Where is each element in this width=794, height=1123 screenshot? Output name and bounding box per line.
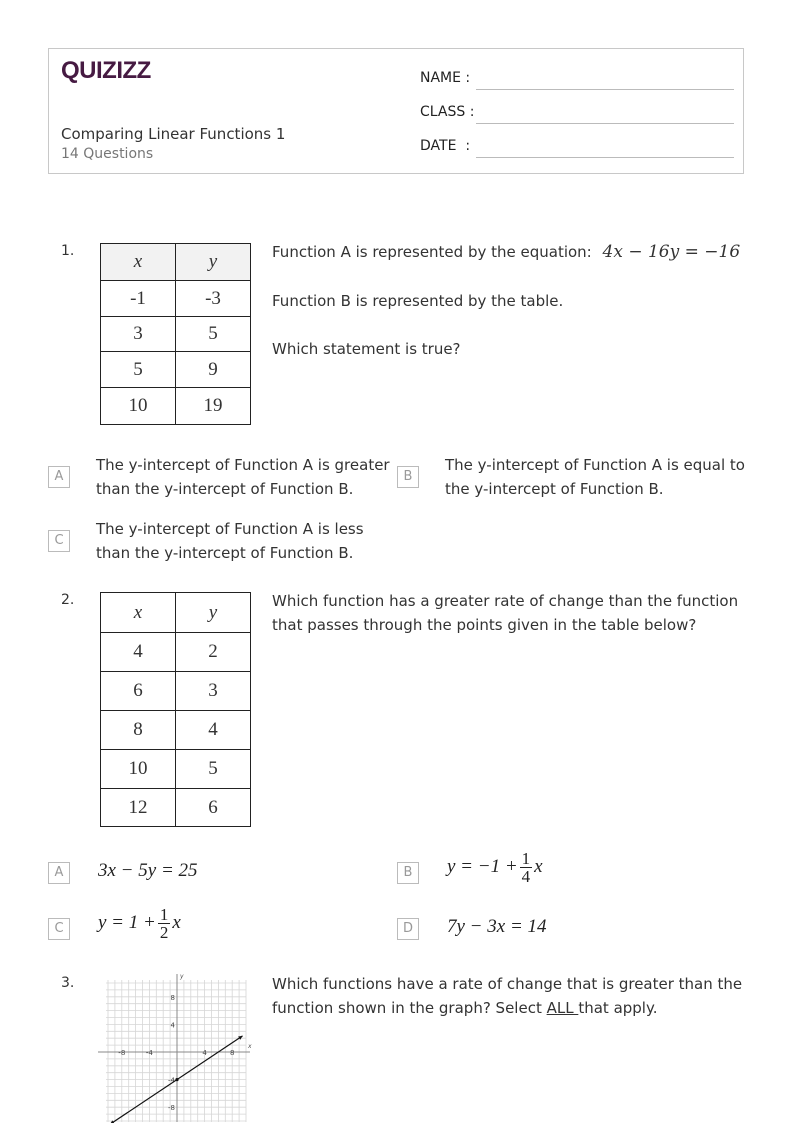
table-header: x bbox=[101, 244, 176, 281]
q1-line3: Which statement is true? bbox=[272, 340, 461, 358]
table-cell: 8 bbox=[101, 711, 176, 750]
table-cell: 4 bbox=[101, 633, 176, 672]
table-cell: 10 bbox=[101, 388, 176, 425]
date-label: DATE : bbox=[420, 138, 471, 154]
option-b-box[interactable]: B bbox=[397, 862, 419, 884]
intercept-point bbox=[175, 1078, 178, 1081]
numerator: 1 bbox=[521, 849, 531, 868]
worksheet-title: Comparing Linear Functions 1 bbox=[61, 125, 286, 143]
name-label: NAME : bbox=[420, 70, 471, 86]
question-number: 3. bbox=[61, 975, 75, 991]
question-count: 14 Questions bbox=[61, 146, 154, 162]
q1-table bbox=[100, 243, 251, 425]
name-field[interactable] bbox=[420, 70, 734, 86]
quizizz-logo: QUIZIZZ bbox=[61, 57, 151, 84]
q3-text bbox=[272, 972, 744, 1020]
table-cell: 3 bbox=[176, 672, 251, 711]
q2-option-c[interactable] bbox=[98, 906, 181, 941]
q3-graph bbox=[96, 972, 254, 1123]
y-tick-label: 4 bbox=[170, 1021, 175, 1030]
name-line bbox=[476, 89, 734, 90]
equation-prefix: y = 1 + bbox=[98, 911, 156, 933]
fraction bbox=[520, 850, 533, 885]
denominator: 2 bbox=[159, 923, 169, 942]
fraction bbox=[158, 906, 171, 941]
table-cell: 9 bbox=[176, 352, 251, 388]
q2-table bbox=[100, 592, 251, 827]
q3-text-all: ALL bbox=[546, 999, 579, 1017]
q1-line1 bbox=[272, 240, 742, 264]
x-axis-label: x bbox=[248, 1043, 252, 1050]
q2-option-b[interactable] bbox=[447, 850, 543, 885]
date-field[interactable] bbox=[420, 138, 734, 154]
q2-text: Which function has a greater rate of change than the function that passes through the points given in the table below? bbox=[272, 592, 739, 634]
equation-suffix: x bbox=[534, 855, 543, 877]
table-cell: 5 bbox=[176, 317, 251, 352]
x-tick-label: -8 bbox=[118, 1049, 126, 1057]
q1-option-a[interactable]: The y-intercept of Function A is greater than the y-intercept of Function B. bbox=[96, 456, 390, 498]
table-cell: 12 bbox=[101, 789, 176, 827]
option-a-box[interactable]: A bbox=[48, 466, 70, 488]
table-cell: 2 bbox=[176, 633, 251, 672]
equation-prefix: y = −1 + bbox=[447, 855, 518, 877]
table-cell: 4 bbox=[176, 711, 251, 750]
table-cell: 5 bbox=[176, 750, 251, 789]
q1-option-c[interactable]: The y-intercept of Function A is less than the y-intercept of Function B. bbox=[96, 520, 364, 562]
q1-option-b[interactable]: The y-intercept of Function A is equal to the y-intercept of Function B. bbox=[445, 456, 745, 498]
option-c-box[interactable]: C bbox=[48, 918, 70, 940]
worksheet-header bbox=[48, 48, 744, 174]
x-tick-label: 8 bbox=[229, 1049, 235, 1057]
graph-grid bbox=[106, 980, 246, 1122]
graph-axes bbox=[98, 973, 252, 1122]
q3-text-after: that apply. bbox=[578, 999, 658, 1017]
option-c-box[interactable]: C bbox=[48, 530, 70, 552]
q3-text-before: Which functions have a rate of change that is greater than the function shown in the graph? Select bbox=[272, 975, 743, 1017]
table-cell: 3 bbox=[101, 317, 176, 352]
table-header: y bbox=[176, 244, 251, 281]
table-cell: 5 bbox=[101, 352, 176, 388]
table-cell: 6 bbox=[101, 672, 176, 711]
class-label: CLASS : bbox=[420, 104, 475, 120]
class-line bbox=[476, 123, 734, 124]
y-axis-label: y bbox=[180, 973, 184, 980]
q2-option-a[interactable]: 3x − 5y = 25 bbox=[98, 860, 198, 881]
q2-option-d[interactable]: 7y − 3x = 14 bbox=[447, 916, 547, 937]
numerator: 1 bbox=[159, 905, 169, 924]
denominator: 4 bbox=[521, 867, 531, 886]
date-line bbox=[476, 157, 734, 158]
q1-line2: Function B is represented by the table. bbox=[272, 292, 564, 310]
table-cell: 6 bbox=[176, 789, 251, 827]
q1-equation: 4x − 16y = −16 bbox=[602, 242, 741, 262]
y-tick-label: -4 bbox=[168, 1076, 175, 1085]
question-number: 1. bbox=[61, 243, 75, 259]
y-tick-label: -8 bbox=[168, 1104, 175, 1113]
option-d-box[interactable]: D bbox=[397, 918, 419, 940]
table-header: y bbox=[176, 593, 251, 633]
x-tick-label: 4 bbox=[202, 1049, 207, 1057]
option-b-box[interactable]: B bbox=[397, 466, 419, 488]
equation-suffix: x bbox=[172, 911, 181, 933]
table-header: x bbox=[101, 593, 176, 633]
x-tick-label: -4 bbox=[145, 1049, 153, 1057]
q1-line1-text: Function A is represented by the equation: bbox=[272, 243, 592, 261]
table-cell: 19 bbox=[176, 388, 251, 425]
y-tick-label: 8 bbox=[170, 993, 175, 1002]
table-cell: 10 bbox=[101, 750, 176, 789]
question-number: 2. bbox=[61, 592, 75, 608]
table-cell: -1 bbox=[101, 281, 176, 317]
option-a-box[interactable]: A bbox=[48, 862, 70, 884]
class-field[interactable] bbox=[420, 104, 734, 120]
table-cell: -3 bbox=[176, 281, 251, 317]
